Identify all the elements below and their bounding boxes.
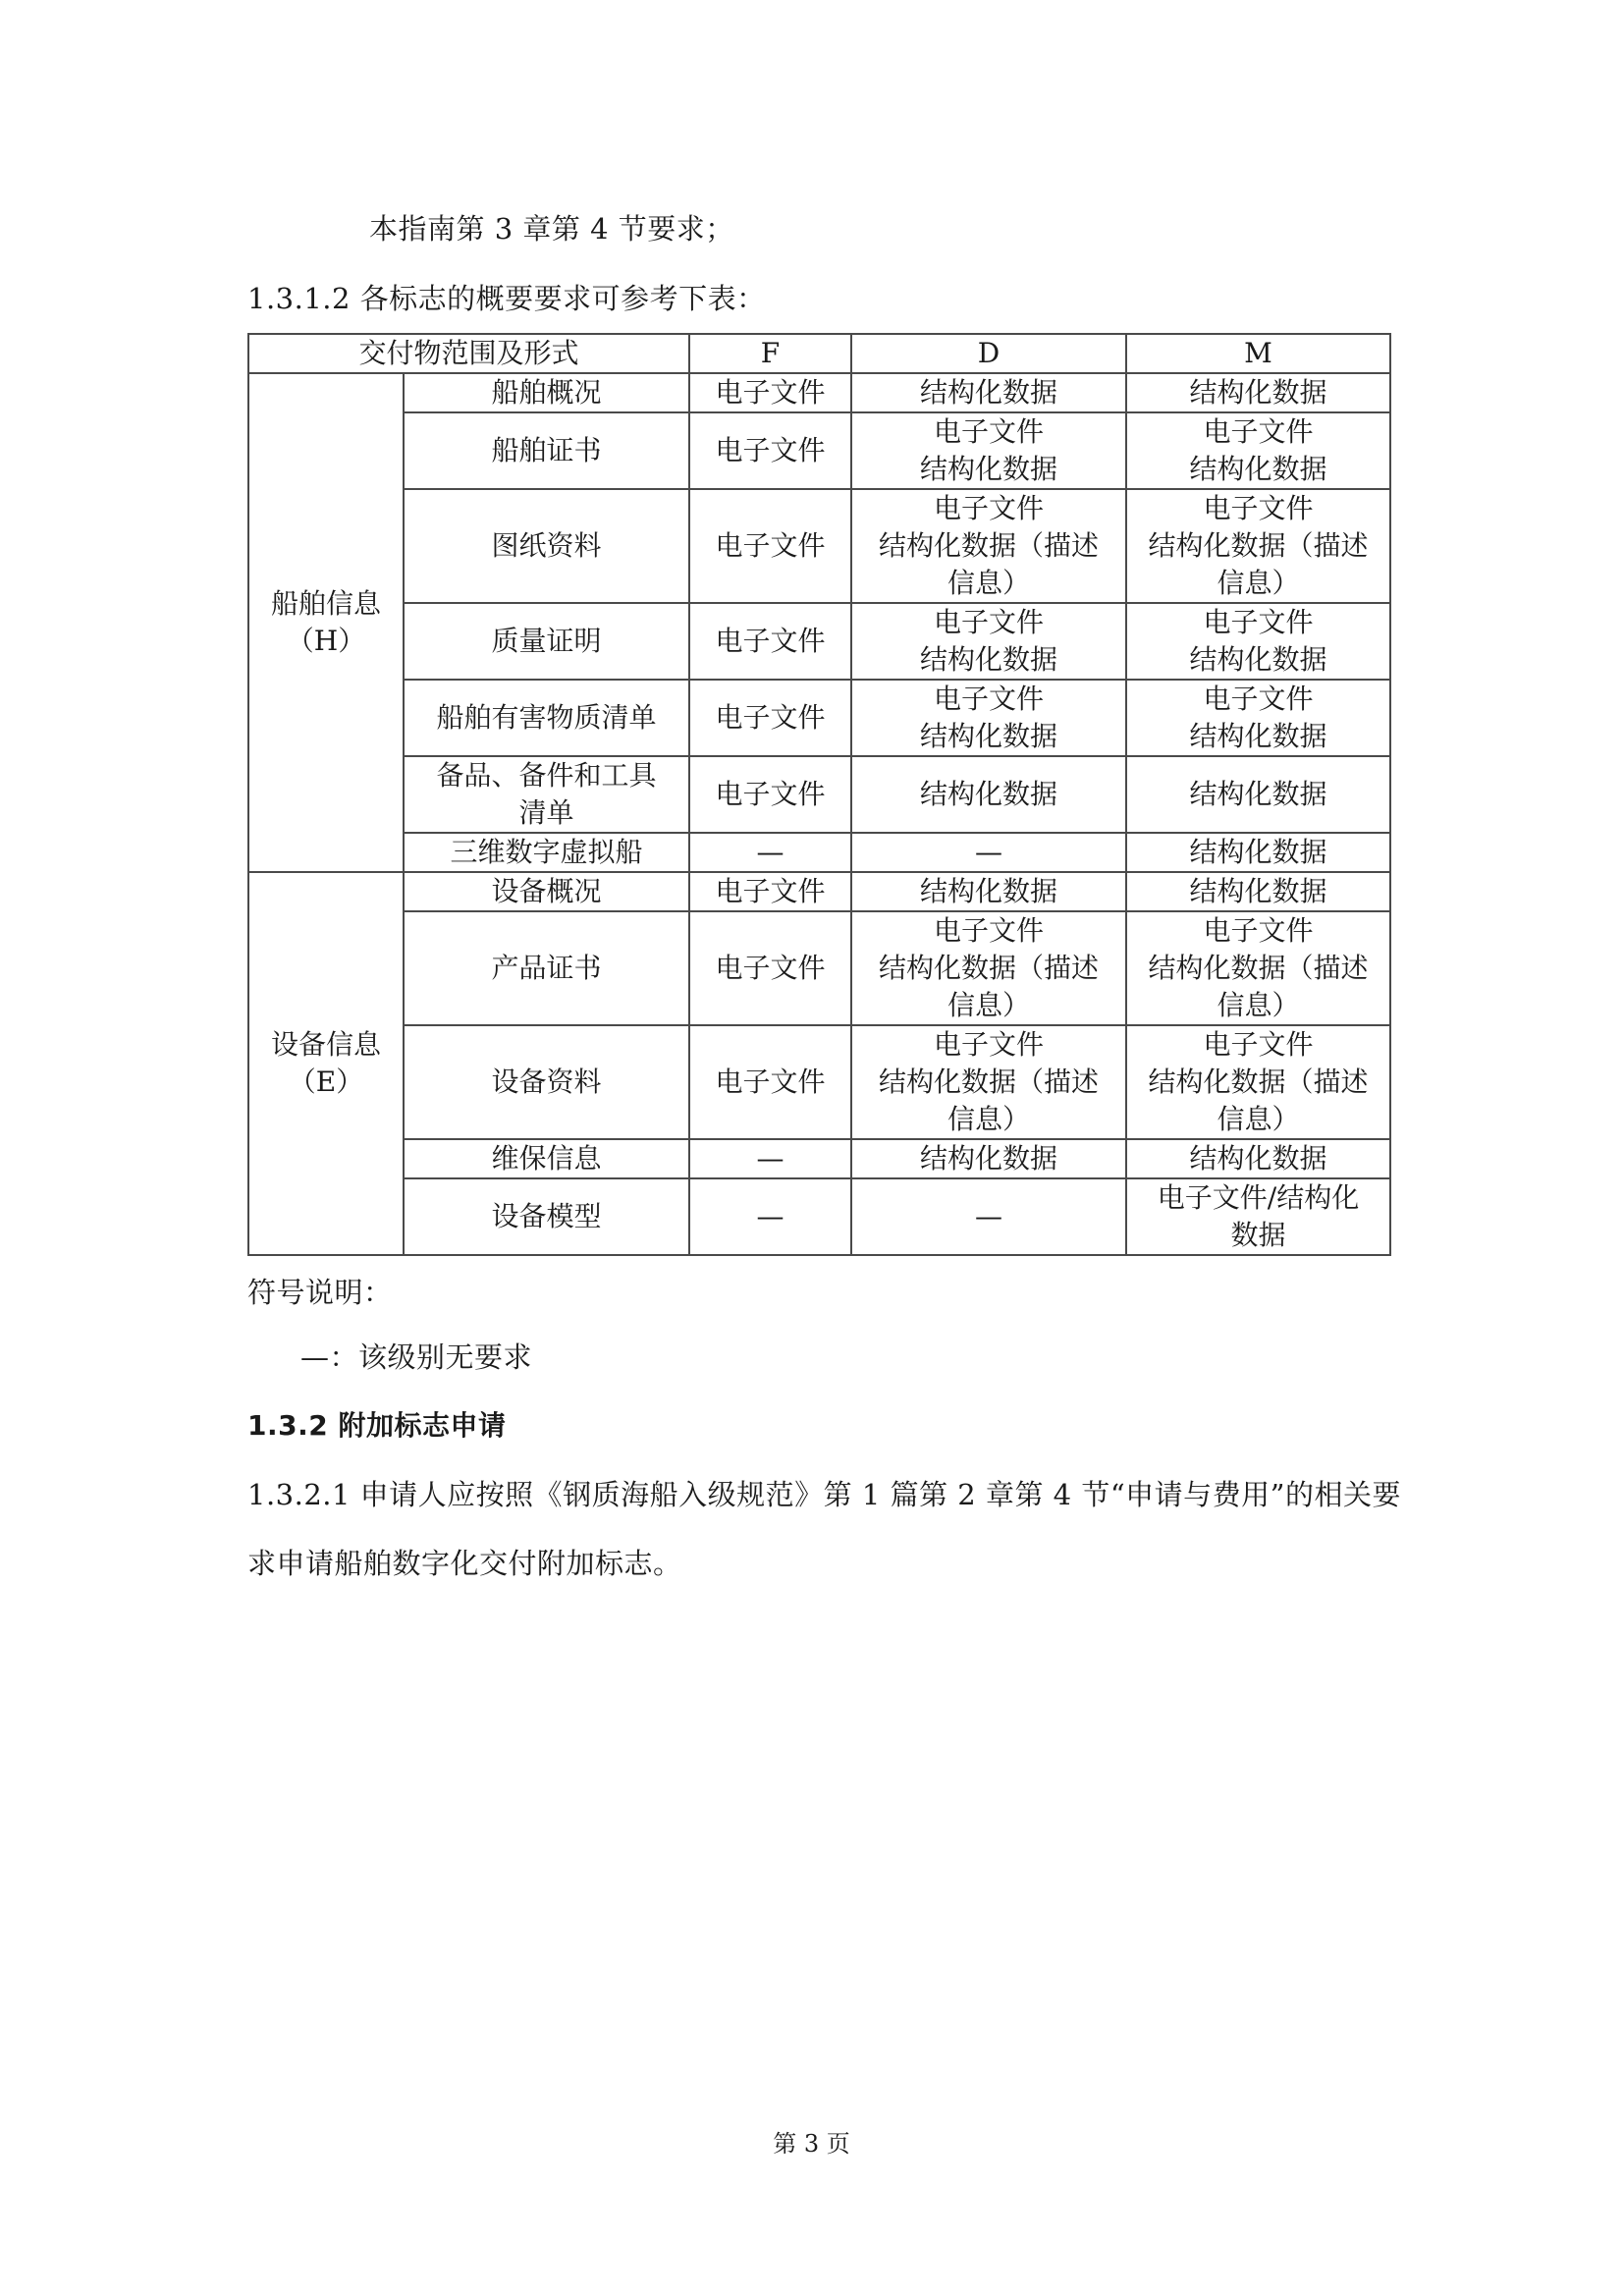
cell-f: [689, 373, 851, 412]
cell-d: [851, 833, 1126, 872]
cell-line: 电子文件/结构化: [1157, 1181, 1360, 1214]
cell-line: —: [756, 1142, 784, 1175]
cell-line: 结构化数据: [920, 376, 1058, 409]
cell-line: 结构化数据: [920, 778, 1058, 810]
cell-line: 结构化数据: [1189, 778, 1327, 810]
header-f: F: [689, 334, 851, 373]
cell-item: [404, 1178, 689, 1255]
cell-m: [1126, 1025, 1390, 1139]
cell-f: [689, 680, 851, 756]
section-1-3-1-2: 1.3.1.2 各标志的概要要求可参考下表：: [247, 282, 766, 315]
cell-line: —: [756, 836, 784, 868]
cell-m: [1126, 680, 1390, 756]
cell-line: 结构化数据: [1189, 1142, 1327, 1175]
cell-m: [1126, 756, 1390, 833]
cell-m: [1126, 603, 1390, 680]
cell-m: [1126, 489, 1390, 603]
cell-line: 电子文件: [1203, 415, 1314, 448]
cell-line: 电子文件: [1203, 606, 1314, 638]
group-name: 船舶信息: [270, 587, 381, 620]
cell-line: —: [975, 836, 1003, 868]
table-row: [248, 872, 1390, 911]
legend-item: —：该级别无要求: [300, 1340, 533, 1374]
cell-line: 结构化数据（描述: [879, 529, 1100, 562]
cell-line: 信息）: [1217, 567, 1300, 599]
cell-item: [404, 833, 689, 872]
table-row: [248, 833, 1390, 872]
cell-line: 结构化数据: [1189, 453, 1327, 485]
group-cell: [248, 373, 404, 872]
group-name: 设备信息: [270, 1028, 381, 1061]
cell-line: 船舶证书: [491, 434, 602, 466]
cell-line: 清单: [518, 796, 574, 829]
cell-line: 船舶有害物质清单: [436, 701, 657, 734]
table-row: [248, 412, 1390, 489]
group-code: （H）: [286, 625, 366, 657]
cell-line: 设备模型: [491, 1200, 602, 1232]
table-row: [248, 1139, 1390, 1178]
header-m: M: [1126, 334, 1390, 373]
cell-line: 备品、备件和工具: [436, 759, 657, 792]
cell-item: [404, 489, 689, 603]
table-row: [248, 1178, 1390, 1255]
cell-line: 质量证明: [491, 625, 602, 657]
cell-line: 信息）: [1217, 1103, 1300, 1135]
cell-d: [851, 680, 1126, 756]
intro-line: 本指南第 3 章第 4 节要求；: [369, 212, 734, 246]
cell-line: 船舶概况: [491, 376, 602, 409]
cell-item: [404, 412, 689, 489]
cell-d: [851, 489, 1126, 603]
cell-line: 信息）: [947, 989, 1031, 1021]
header-d: D: [851, 334, 1126, 373]
cell-item: [404, 911, 689, 1025]
cell-line: 结构化数据: [920, 1142, 1058, 1175]
cell-line: 设备资料: [491, 1066, 602, 1098]
cell-m: [1126, 412, 1390, 489]
cell-line: 结构化数据（描述: [1148, 1066, 1369, 1098]
table-row: [248, 603, 1390, 680]
cell-d: [851, 1139, 1126, 1178]
section-heading-1-3-2: 1.3.2 附加标志申请: [247, 1409, 507, 1442]
cell-d: [851, 412, 1126, 489]
table-row: [248, 489, 1390, 603]
cell-line: 图纸资料: [491, 529, 602, 562]
cell-line: 数据: [1230, 1219, 1286, 1251]
cell-f: [689, 833, 851, 872]
cell-line: 电子文件: [715, 529, 826, 562]
cell-line: 信息）: [1217, 989, 1300, 1021]
cell-line: 结构化数据（描述: [1148, 952, 1369, 984]
cell-item: [404, 756, 689, 833]
cell-d: [851, 373, 1126, 412]
cell-d: [851, 872, 1126, 911]
cell-line: 电子文件: [934, 683, 1045, 715]
cell-f: [689, 603, 851, 680]
cell-line: 电子文件: [715, 875, 826, 907]
cell-line: 电子文件: [715, 701, 826, 734]
cell-f: [689, 872, 851, 911]
requirements-table: [247, 333, 1391, 1256]
header-scope: 交付物范围及形式: [248, 334, 689, 373]
cell-item: [404, 603, 689, 680]
cell-line: 电子文件: [1203, 914, 1314, 947]
cell-f: [689, 412, 851, 489]
cell-d: [851, 603, 1126, 680]
cell-line: 信息）: [947, 1103, 1031, 1135]
cell-line: 产品证书: [491, 952, 602, 984]
cell-line: 结构化数据: [920, 875, 1058, 907]
table-row: [248, 911, 1390, 1025]
cell-d: [851, 1025, 1126, 1139]
cell-line: 电子文件: [934, 492, 1045, 524]
cell-line: 结构化数据: [920, 453, 1058, 485]
section-1-3-2-1-line2: 求申请船舶数字化交付附加标志。: [247, 1547, 682, 1580]
cell-line: 三维数字虚拟船: [450, 836, 643, 868]
table-row: [248, 680, 1390, 756]
cell-item: [404, 872, 689, 911]
cell-f: [689, 1178, 851, 1255]
table-row: [248, 373, 1390, 412]
cell-line: 结构化数据: [1189, 643, 1327, 676]
table-header-row: [248, 334, 1390, 373]
cell-item: [404, 1025, 689, 1139]
cell-line: 电子文件: [1203, 1028, 1314, 1061]
cell-item: [404, 680, 689, 756]
page-number: 第 3 页: [773, 2130, 850, 2158]
cell-m: [1126, 911, 1390, 1025]
cell-f: [689, 911, 851, 1025]
cell-d: [851, 911, 1126, 1025]
cell-line: 结构化数据: [920, 643, 1058, 676]
table-row: [248, 1025, 1390, 1139]
cell-item: [404, 373, 689, 412]
cell-line: 设备概况: [491, 875, 602, 907]
cell-line: 电子文件: [715, 376, 826, 409]
cell-f: [689, 489, 851, 603]
cell-line: 电子文件: [715, 434, 826, 466]
section-1-3-2-1-line1: 1.3.2.1 申请人应按照《钢质海船入级规范》第 1 篇第 2 章第 4 节“申请与费用”的相关要: [247, 1478, 1401, 1511]
cell-m: [1126, 872, 1390, 911]
group-cell: [248, 872, 404, 1255]
cell-line: —: [975, 1200, 1003, 1232]
cell-m: [1126, 1139, 1390, 1178]
cell-f: [689, 1025, 851, 1139]
cell-line: 电子文件: [715, 625, 826, 657]
cell-line: 电子文件: [1203, 683, 1314, 715]
cell-line: 结构化数据: [1189, 376, 1327, 409]
table-row: [248, 756, 1390, 833]
cell-line: —: [756, 1200, 784, 1232]
cell-f: [689, 756, 851, 833]
cell-line: 电子文件: [934, 1028, 1045, 1061]
cell-line: 结构化数据: [1189, 720, 1327, 752]
cell-line: 电子文件: [934, 914, 1045, 947]
cell-line: 结构化数据: [1189, 836, 1327, 868]
cell-line: 电子文件: [715, 1066, 826, 1098]
cell-item: [404, 1139, 689, 1178]
legend-title: 符号说明：: [247, 1276, 393, 1309]
cell-d: [851, 1178, 1126, 1255]
cell-m: [1126, 833, 1390, 872]
cell-line: 结构化数据（描述: [1148, 529, 1369, 562]
cell-m: [1126, 373, 1390, 412]
cell-line: 电子文件: [715, 952, 826, 984]
cell-m: [1126, 1178, 1390, 1255]
cell-line: 结构化数据: [920, 720, 1058, 752]
table-body: [248, 373, 1390, 1255]
cell-line: 维保信息: [491, 1142, 602, 1175]
cell-line: 电子文件: [1203, 492, 1314, 524]
cell-line: 结构化数据（描述: [879, 1066, 1100, 1098]
cell-line: 电子文件: [934, 415, 1045, 448]
cell-line: 信息）: [947, 567, 1031, 599]
cell-d: [851, 756, 1126, 833]
group-code: （E）: [288, 1066, 364, 1098]
cell-f: [689, 1139, 851, 1178]
cell-line: 电子文件: [715, 778, 826, 810]
cell-line: 结构化数据（描述: [879, 952, 1100, 984]
cell-line: 电子文件: [934, 606, 1045, 638]
cell-line: 结构化数据: [1189, 875, 1327, 907]
